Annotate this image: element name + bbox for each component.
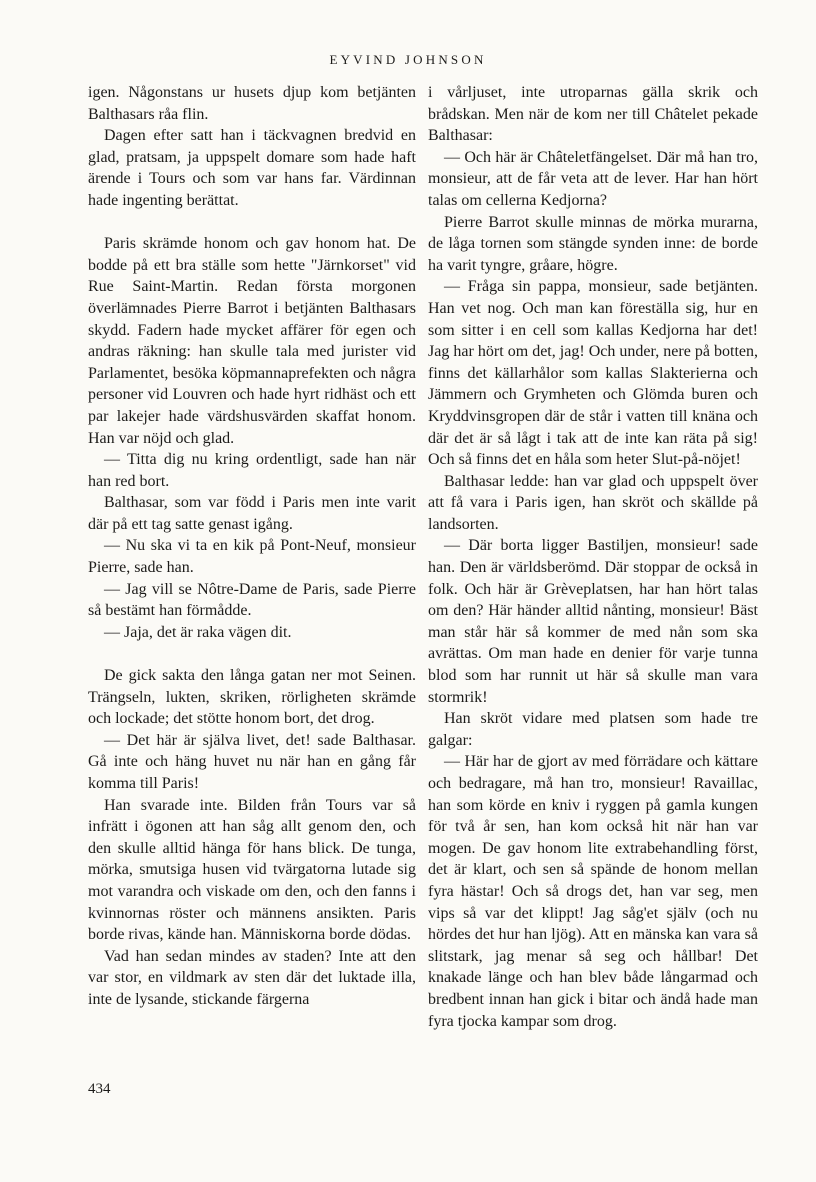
right-column (428, 82, 758, 1032)
paragraph: Balthasar, som var född i Paris men inte varit där på ett tag satte genast igång. (88, 494, 416, 533)
paragraph: — Där borta ligger Bastiljen, monsieur! sade han. Den är världsberömd. Där stoppar de också in folk. Och här är Grèveplatsen, har han hört talas om den? Här händer alltid nånting, monsieur! Bäst man står här så kommer de med nån som ska avrättas. Om man hade en denier för varje tunna blod som har runnit ut här så skulle man vara stormrik! (428, 537, 758, 706)
paragraph: De gick sakta den långa gatan ner mot Seinen. Trängseln, lukten, skriken, rörligheten skrämde och lockade; det stötte honom bort, det drog. (88, 667, 416, 728)
paragraph: — Nu ska vi ta en kik på Pont-Neuf, monsieur Pierre, sade han. (88, 537, 416, 577)
paragraph: Pierre Barrot skulle minnas de mörka murarna, de låga tornen som stängde synden inne: de borde ha varit tyngre, gråare, högre. (428, 213, 758, 274)
paragraph: Han skröt vidare med platsen som hade tre galgar: (428, 710, 758, 749)
paragraph: — Det här är själva livet, det! sade Balthasar. Gå inte och häng huvet nu när han en gång får komma till Paris! (88, 731, 416, 792)
paragraph: — Och här är Châteletfängelset. Där må han tro, monsieur, att de får veta att de lever. Har han hört talas om cellerna Kedjorna? (428, 148, 758, 209)
paragraph: — Titta dig nu kring ordentligt, sade han när han red bort. (88, 451, 416, 490)
paragraph: — Jaja, det är raka vägen dit. (104, 623, 292, 641)
page-number: 434 (88, 1081, 111, 1097)
paragraph: igen. Någonstans ur husets djup kom betjänten Balthasars råa flin. (88, 84, 416, 123)
paragraph: — Jag vill se Nôtre-Dame de Paris, sade Pierre så bestämt han förmådde. (88, 580, 416, 620)
paragraph: Paris skrämde honom och gav honom hat. De bodde på ett bra ställe som hette "Järnkorset" vid Rue Saint-Martin. Redan första morgonen överlämnades Pierre Barrot i betjänten Balthasars skydd. Fadern hade mycket affärer för egen och andras räkning: han skulle tala med jurister vid Parlamentet, besöka köpmannaprefekten och några personer vid Louvren och hade hyrt ridhäst och ett par lakejer hade värdshusvärden skaffat honom. Han var nöjd och glad. (88, 235, 416, 447)
paragraph: Balthasar ledde: han var glad och uppspelt över att få vara i Paris igen, han skröt och skällde på landsorten. (428, 472, 758, 533)
paragraph: i vårljuset, inte utroparnas gälla skrik och brådskan. Men när de kom ner till Châtelet pekade Balthasar: (428, 84, 758, 145)
left-column (88, 82, 416, 1011)
paragraph: Han svarade inte. Bilden från Tours var så infrätt i ögonen att han såg allt genom den, och den skulle alltid hänga för hans blick. De tunga, mörka, smutsiga husen vid tvärgatorna lutade sig mot varandra och viskade om den, och den fanns i kvinnornas röster och männens ansikten. Paris borde rivas, kände han. Människorna borde dödas. (88, 796, 416, 944)
paragraph: — Fråga sin pappa, monsieur, sade betjänten. Han vet nog. Och man kan föreställa sig, hur en som sitter i en cell som kallas Kedjorna har det! Jag har hört om det, jag! Och under, nere på botten, finns det källarhålor som kallas Slakterierna och Jämmern och Grymheten och Glömda buren och Kryddvinsgropen där de står i vatten till knäna och där det är så lågt i tak att de inte kan räta på sig! Och så finns det en håla som heter Slut-på-nöjet! (428, 278, 758, 469)
running-head: EYVIND JOHNSON (329, 52, 487, 67)
paragraph: Dagen efter satt han i täckvagnen bredvid en glad, pratsam, ja uppspelt domare som hade haft ärende i Tours och som var hans far. Värdinnan hade ingenting berättat. (88, 127, 416, 209)
paragraph: Vad han sedan mindes av staden? Inte att den var stor, en vildmark av sten där det luktade illa, inte de lysande, stickande färgerna (88, 947, 416, 1008)
paragraph: — Här har de gjort av med förrädare och kättare och bedragare, må han tro, monsieur! Ravaillac, han som körde en kniv i ryggen på gamla kungen för två år sen, han kom också hit när han var mogen. De gav honom lite extrabehandling först, det är klart, och sen så spände de honom mellan fyra hästar! Och så drogs det, han var seg, men vips så var det klippt! Jag såg'et själv (och nu hördes det hur han ljög). Att en mänska kan vara så slitstark, jag menar så seg och hållbar! Det knakade länge och han blev både långarmad och bredbent innan han gick i bitar och ändå hade man fyra tjocka kampar som drog. (428, 753, 758, 1030)
